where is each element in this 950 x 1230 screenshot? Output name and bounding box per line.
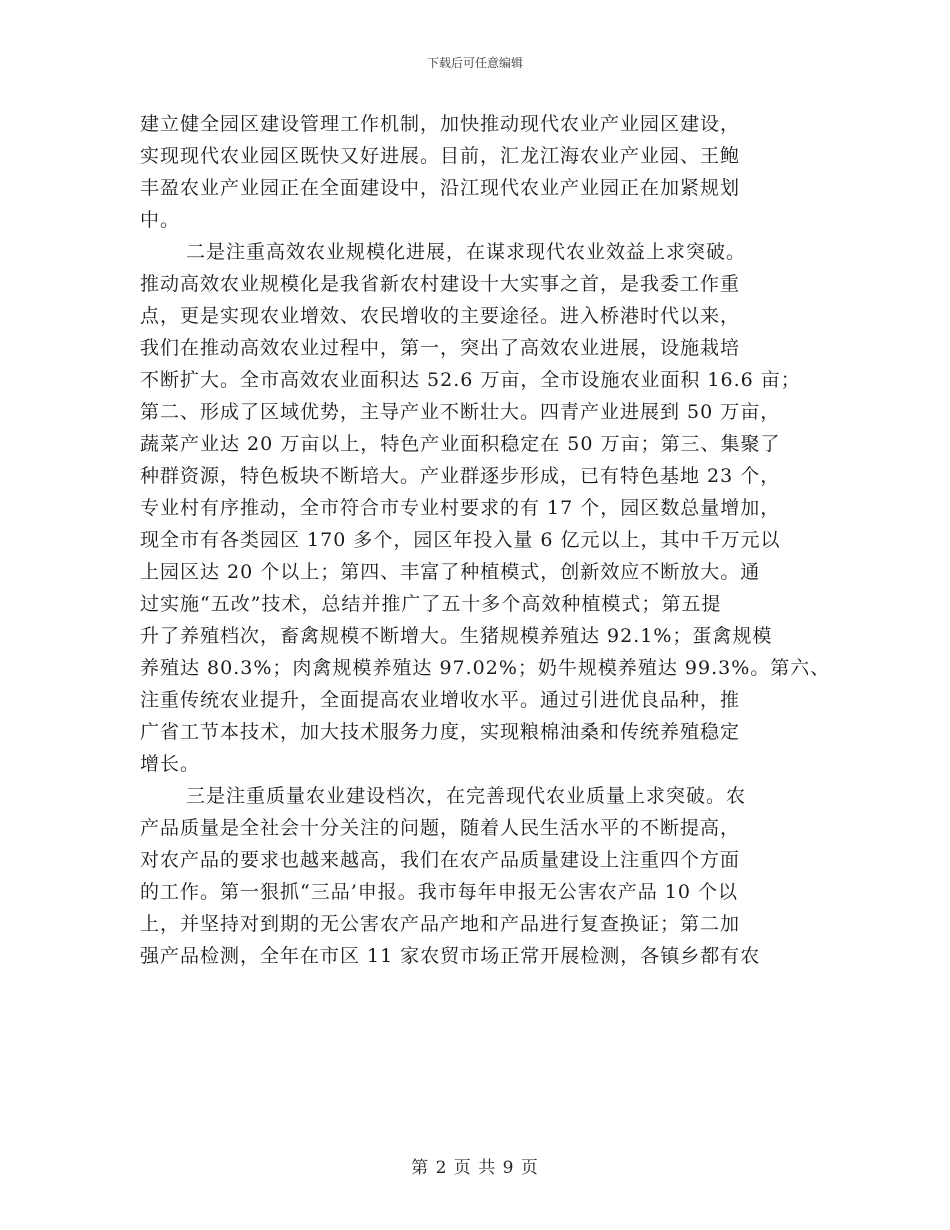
text-line: 升了养殖档次，畜禽规模不断增大。生猪规模养殖达 92.1%；蛋禽规模 (140, 625, 773, 647)
text-line: 建立健全园区建设管理工作机制，加快推动现代农业产业园区建设， (140, 113, 741, 135)
paragraph-start-line: 三是注重质量农业建设档次，在完善现代农业质量上求突破。农 (186, 785, 747, 807)
page-header: 下载后可任意编辑 (426, 56, 523, 70)
text-line: 现全市有各类园区 170 多个，园区年投入量 6 亿元以上，其中千万元以 (140, 529, 781, 551)
text-line: 第二、形成了区域优势，主导产业不断壮大。四青产业进展到 50 万亩， (140, 401, 781, 423)
text-line: 注重传统农业提升，全面提高农业增收水平。通过引进优良品种，推 (140, 689, 741, 711)
text-line: 产品质量是全社会十分关注的问题，随着人民生活水平的不断提高， (140, 817, 741, 839)
text-line: 我们在推动高效农业过程中，第一，突出了高效农业进展，设施栽培 (140, 337, 741, 359)
text-line: 过实施“五改”技术，总结并推广了五十多个高效种植模式；第五提 (140, 593, 722, 615)
text-line: 丰盈农业产业园正在全面建设中，沿江现代农业产业园正在加紧规划 (140, 177, 741, 199)
text-line: 专业村有序推动，全市符合市专业村要求的有 17 个，园区数总量增加， (140, 497, 781, 519)
text-line: 蔬菜产业达 20 万亩以上，特色产业面积稳定在 50 万亩；第三、集聚了 (140, 433, 781, 455)
text-line: 广省工节本技术，加大技术服务力度，实现粮棉油桑和传统养殖稳定 (140, 721, 741, 743)
text-line: 养殖达 80.3%；肉禽规模养殖达 97.02%；奶牛规模养殖达 99.3%。第六、 (140, 657, 831, 679)
text-line: 点，更是实现农业增效、农民增收的主要途径。进入桥港时代以来， (140, 305, 741, 327)
page-footer: 第 2 页 共 9 页 (411, 1158, 539, 1178)
text-line: 种群资源，特色板块不断培大。产业群逐步形成，已有特色基地 23 个， (140, 465, 781, 487)
text-line: 推动高效农业规模化是我省新农村建设十大实事之首，是我委工作重 (140, 273, 741, 295)
text-line: 强产品检测，全年在市区 11 家农贸市场正常开展检测，各镇乡都有农 (140, 945, 761, 967)
paragraph-start-line: 二是注重高效农业规模化进展，在谋求现代农业效益上求突破。 (186, 241, 747, 263)
text-line: 增长。 (140, 753, 201, 775)
text-line: 的工作。第一狠抓“三品’申报。我市每年申报无公害农产品 10 个以 (140, 881, 739, 903)
text-line: 对农产品的要求也越来越高，我们在农产品质量建设上注重四个方面 (140, 849, 741, 871)
text-line: 上，并坚持对到期的无公害农产品产地和产品进行复查换证；第二加 (140, 913, 741, 935)
text-line: 不断扩大。全市高效农业面积达 52.6 万亩，全市设施农业面积 16.6 亩； (140, 369, 801, 391)
text-line: 上园区达 20 个以上；第四、丰富了种植模式，创新效应不断放大。通 (140, 561, 761, 583)
text-line: 实现现代农业园区既快又好进展。目前，汇龙江海农业产业园、王鲍 (140, 145, 741, 167)
text-line: 中。 (140, 209, 181, 231)
document-body (140, 108, 830, 972)
